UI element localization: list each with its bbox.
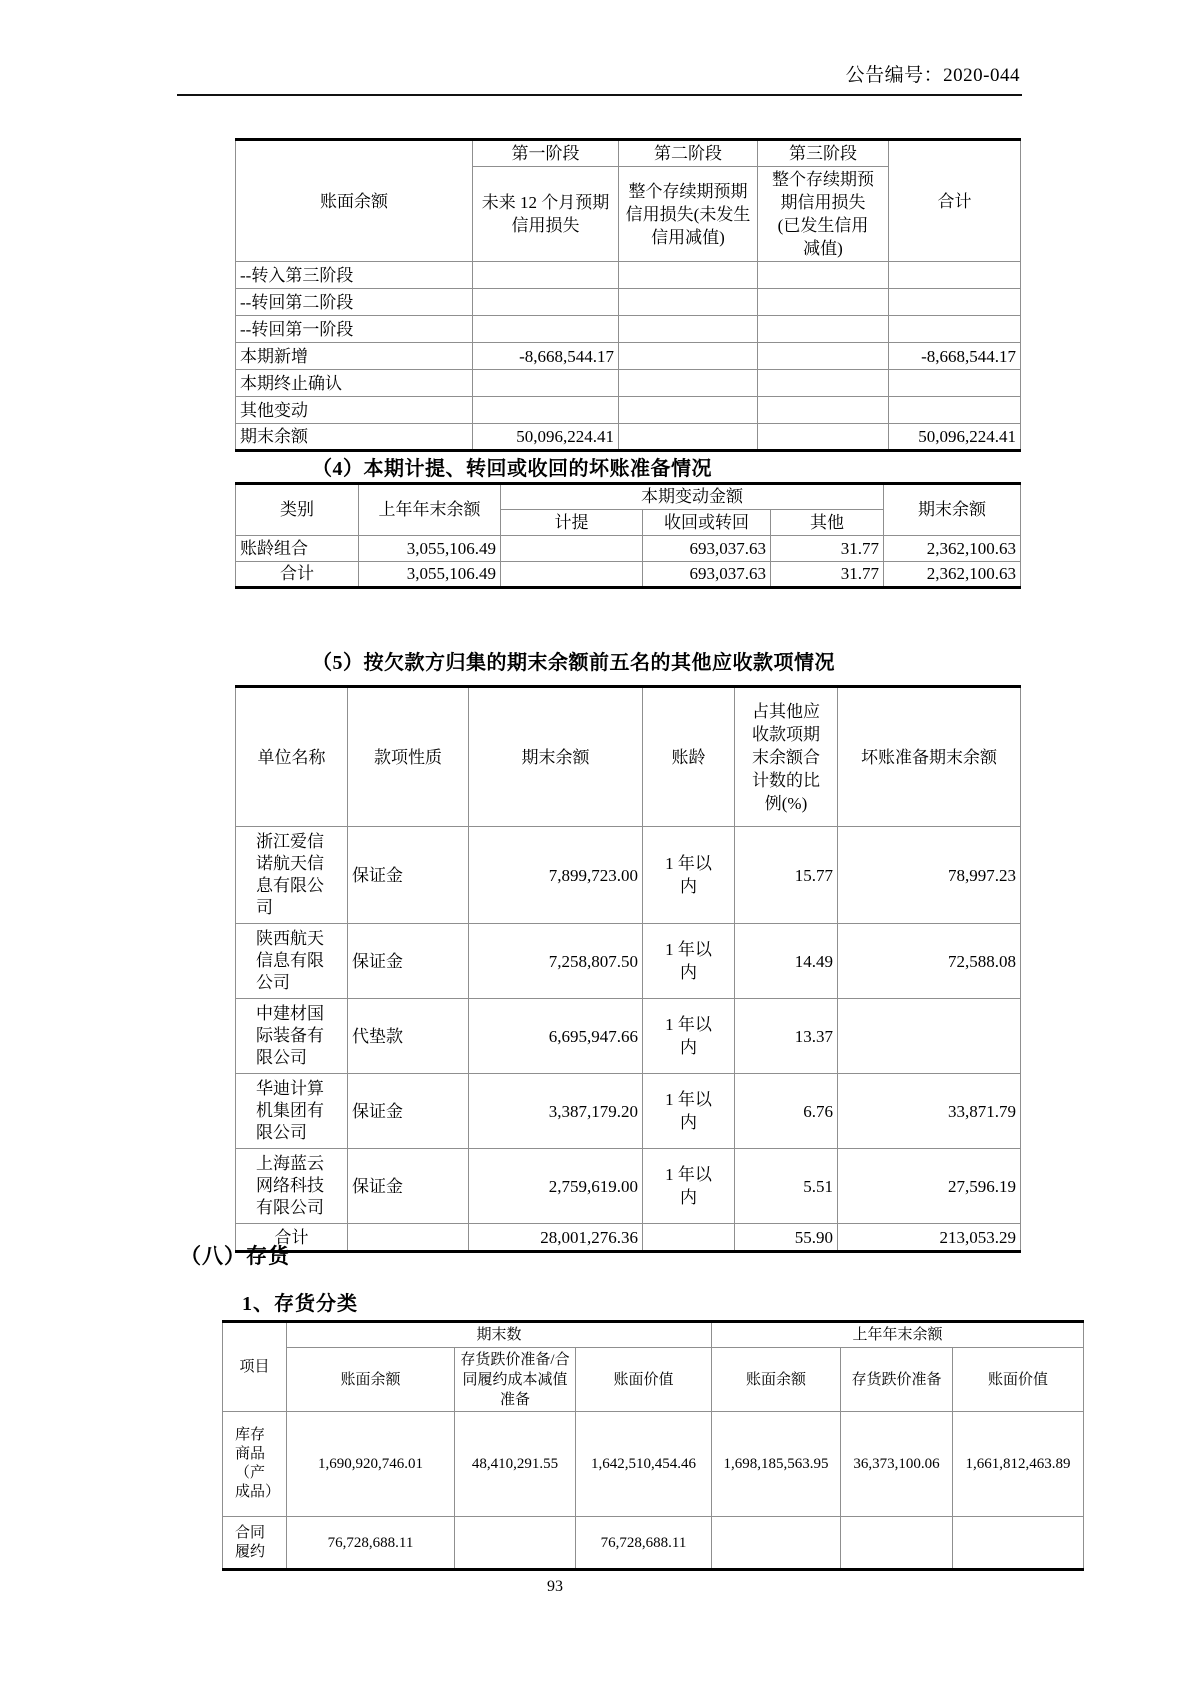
cell-ratio: 55.90: [735, 1224, 838, 1252]
cell-nature: 保证金: [348, 1074, 469, 1149]
cell-book-value: 1,642,510,454.46: [576, 1412, 712, 1517]
cell-nature: 保证金: [348, 924, 469, 999]
cell-stage1: [473, 316, 619, 343]
col-header-category: 类别: [236, 484, 359, 536]
table-row: [236, 262, 1021, 289]
cell-total: [889, 289, 1021, 316]
row-label: 本期新增: [236, 343, 473, 370]
cell-book-value2: 1,661,812,463.89: [953, 1412, 1084, 1517]
inventory-classification-heading: 1、存货分类: [242, 1293, 358, 1315]
cell-bad-debt: 78,997.23: [838, 827, 1021, 924]
cell-bad-debt: 213,053.29: [838, 1224, 1021, 1252]
cell-book-balance2: [712, 1517, 841, 1570]
table-row: [236, 424, 1021, 451]
row-label: --转回第一阶段: [236, 316, 473, 343]
cell-unit: 浙江爱信诺航天信息有限公司: [236, 827, 348, 924]
col-header-book-balance: 账面余额: [287, 1348, 455, 1412]
cell-book-value: 76,728,688.11: [576, 1517, 712, 1570]
cell-aging: 1 年以内: [643, 827, 735, 924]
cell-stage1: [473, 289, 619, 316]
cell-stage3: [758, 262, 889, 289]
section5-title: （5）按欠款方归集的期末余额前五名的其他应收款项情况: [312, 652, 835, 674]
corner-header: 账面余额: [236, 140, 473, 262]
cell-item: 库存商品（产成品）: [223, 1412, 287, 1517]
subheader-stage3: 整个存续期预期信用损失(已发生信用减值): [758, 167, 889, 262]
cell-nature: [348, 1224, 469, 1252]
cell-book-balance2: 1,698,185,563.95: [712, 1412, 841, 1517]
cell-nature: 保证金: [348, 1149, 469, 1224]
credit-loss-stage-table: [235, 138, 1021, 452]
cell-book-balance: 1,690,920,746.01: [287, 1412, 455, 1517]
cell-bad-debt: [838, 999, 1021, 1074]
cell-other: 31.77: [771, 562, 884, 588]
row-label: --转回第二阶段: [236, 289, 473, 316]
col-header-book-value2: 账面价值: [953, 1348, 1084, 1412]
cell-unit: 陕西航天信息有限公司: [236, 924, 348, 999]
page-number: 93: [547, 1578, 563, 1595]
col-header-book-balance2: 账面余额: [712, 1348, 841, 1412]
cell-item: 合同履约: [223, 1517, 287, 1570]
section4-title: （4）本期计提、转回或收回的坏账准备情况: [312, 458, 712, 480]
cell-aging: 1 年以内: [643, 1074, 735, 1149]
cell-book-value2: [953, 1517, 1084, 1570]
cell-recover: 693,037.63: [643, 536, 771, 562]
cell-balance: 3,387,179.20: [469, 1074, 643, 1149]
bad-debt-provision-table: [235, 482, 1021, 589]
cell-other: 31.77: [771, 536, 884, 562]
table-row: [223, 1412, 1084, 1517]
cell-bad-debt: 27,596.19: [838, 1149, 1021, 1224]
col-header-impairment2: 存货跌价准备: [841, 1348, 953, 1412]
table-row: [236, 999, 1021, 1074]
cell-unit: 中建材国际装备有限公司: [236, 999, 348, 1074]
cell-aging: 1 年以内: [643, 999, 735, 1074]
cell-stage2: [619, 289, 758, 316]
cell-total: -8,668,544.17: [889, 343, 1021, 370]
table-row: [236, 289, 1021, 316]
cell-stage2: [619, 370, 758, 397]
col-header-nature: 款项性质: [348, 687, 469, 827]
cell-stage3: [758, 370, 889, 397]
cell-bad-debt: 33,871.79: [838, 1074, 1021, 1149]
col-header-total: 合计: [889, 140, 1021, 262]
cell-nature: 保证金: [348, 827, 469, 924]
table-row: [236, 1149, 1021, 1224]
cell-balance: 28,001,276.36: [469, 1224, 643, 1252]
cell-stage2: [619, 262, 758, 289]
col-header-change-group: 本期变动金额: [501, 484, 884, 510]
cell-balance: 7,258,807.50: [469, 924, 643, 999]
cell-accrual: [501, 562, 643, 588]
cell-stage1: -8,668,544.17: [473, 343, 619, 370]
cell-stage2: [619, 397, 758, 424]
cell-stage3: [758, 343, 889, 370]
table-row: [236, 827, 1021, 924]
cell-end: 2,362,100.63: [884, 562, 1021, 588]
cell-stage3: [758, 397, 889, 424]
cell-stage1: [473, 370, 619, 397]
cell-category: 账龄组合: [236, 536, 359, 562]
cell-stage2: [619, 424, 758, 451]
cell-prev: 3,055,106.49: [359, 562, 501, 588]
cell-balance: 2,759,619.00: [469, 1149, 643, 1224]
col-header-aging: 账龄: [643, 687, 735, 827]
cell-aging: [643, 1224, 735, 1252]
col-header-item: 项目: [223, 1322, 287, 1412]
cell-impairment2: 36,373,100.06: [841, 1412, 953, 1517]
cell-prev: 3,055,106.49: [359, 536, 501, 562]
cell-ratio: 5.51: [735, 1149, 838, 1224]
table-row: [236, 397, 1021, 424]
row-label: --转入第三阶段: [236, 262, 473, 289]
cell-end: 2,362,100.63: [884, 536, 1021, 562]
col-header-other: 其他: [771, 510, 884, 536]
cell-unit: 上海蓝云网络科技有限公司: [236, 1149, 348, 1224]
cell-ratio: 6.76: [735, 1074, 838, 1149]
cell-impairment: [455, 1517, 576, 1570]
cell-total: [889, 370, 1021, 397]
cell-balance: 7,899,723.00: [469, 827, 643, 924]
cell-aging: 1 年以内: [643, 924, 735, 999]
cell-stage2: [619, 316, 758, 343]
row-label: 本期终止确认: [236, 370, 473, 397]
header-rule: [177, 94, 1022, 96]
cell-nature: 代垫款: [348, 999, 469, 1074]
cell-ratio: 15.77: [735, 827, 838, 924]
col-header-impairment-combined: 存货跌价准备/合同履约成本减值准备: [455, 1348, 576, 1412]
table-row: [236, 924, 1021, 999]
cell-total-label: 合计: [236, 1224, 348, 1252]
cell-stage1: [473, 397, 619, 424]
table-row: [223, 1517, 1084, 1570]
col-header-book-value: 账面价值: [576, 1348, 712, 1412]
cell-category: 合计: [236, 562, 359, 588]
cell-unit: 华迪计算机集团有限公司: [236, 1074, 348, 1149]
table-row: [236, 343, 1021, 370]
cell-impairment: 48,410,291.55: [455, 1412, 576, 1517]
cell-ratio: 13.37: [735, 999, 838, 1074]
row-label: 其他变动: [236, 397, 473, 424]
cell-recover: 693,037.63: [643, 562, 771, 588]
cell-total: [889, 316, 1021, 343]
cell-impairment2: [841, 1517, 953, 1570]
cell-bad-debt: 72,588.08: [838, 924, 1021, 999]
cell-ratio: 14.49: [735, 924, 838, 999]
announcement-number: 公告编号：2020-044: [845, 65, 1020, 86]
group-header-period-end: 期末数: [287, 1322, 712, 1348]
col-header-stage3: 第三阶段: [758, 140, 889, 167]
top5-other-receivables-table: [235, 685, 1021, 1253]
cell-stage3: [758, 424, 889, 451]
inventory-classification-table: [222, 1320, 1084, 1571]
col-header-period-end: 期末余额: [884, 484, 1021, 536]
table-row: [236, 536, 1021, 562]
col-header-bad-debt: 坏账准备期末余额: [838, 687, 1021, 827]
cell-stage3: [758, 316, 889, 343]
col-header-prev-year-end: 上年年末余额: [359, 484, 501, 536]
table-row: [236, 1074, 1021, 1149]
col-header-accrual: 计提: [501, 510, 643, 536]
cell-stage1: [473, 262, 619, 289]
cell-book-balance: 76,728,688.11: [287, 1517, 455, 1570]
section8-heading: （八）存货: [180, 1244, 290, 1268]
table-row-total: [236, 562, 1021, 588]
row-label: 期末余额: [236, 424, 473, 451]
cell-stage1: 50,096,224.41: [473, 424, 619, 451]
cell-stage2: [619, 343, 758, 370]
cell-total: [889, 397, 1021, 424]
table-row: [236, 370, 1021, 397]
cell-balance: 6,695,947.66: [469, 999, 643, 1074]
cell-total: [889, 262, 1021, 289]
group-header-prev-year: 上年年末余额: [712, 1322, 1084, 1348]
col-header-ratio: 占其他应收款项期末余额合计数的比例(%): [735, 687, 838, 827]
col-header-unit: 单位名称: [236, 687, 348, 827]
cell-aging: 1 年以内: [643, 1149, 735, 1224]
col-header-stage2: 第二阶段: [619, 140, 758, 167]
table-row: [236, 316, 1021, 343]
subheader-stage2: 整个存续期预期信用损失(未发生信用减值): [619, 167, 758, 262]
cell-accrual: [501, 536, 643, 562]
subheader-stage1: 未来 12 个月预期信用损失: [473, 167, 619, 262]
cell-stage3: [758, 289, 889, 316]
table-row-total: [236, 1224, 1021, 1252]
col-header-stage1: 第一阶段: [473, 140, 619, 167]
col-header-balance: 期末余额: [469, 687, 643, 827]
cell-total: 50,096,224.41: [889, 424, 1021, 451]
col-header-recover: 收回或转回: [643, 510, 771, 536]
